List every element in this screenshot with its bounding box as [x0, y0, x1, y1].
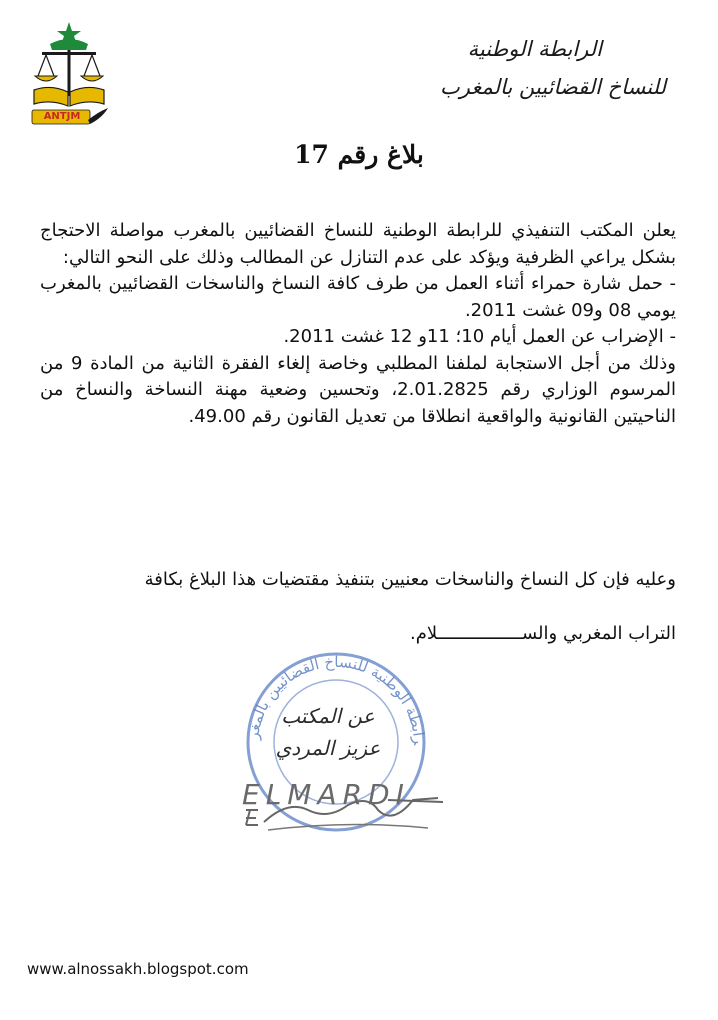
- demands-paragraph: وذلك من أجل الاستجابة لملفنا المطلبي وخاصة إلغاء الفقرة الثانية من المادة 9 من المرسوم الوزاري رقم 2.01.2825، وتحسين وضعية مهنة النساخة والنساخ من الناحيتين القانونية والواقعية انطلاقا من تعديل القانون رقم 49.00.: [40, 352, 676, 427]
- intro-paragraph: يعلن المكتب التنفيذي للرابطة الوطنية للنساخ القضائيين بالمغرب مواصلة الاحتجاج بشكل يراعي الظرفية ويؤكد على عدم التنازل عن المطالب وذلك على النحو التالي:: [40, 220, 676, 268]
- stamp-arc-text: رابطة الوطنية للنساخ القضائيين بالمغر: [244, 652, 429, 746]
- communique-body: [40, 218, 676, 430]
- closing-line-1: وعليه فإن كل النساخ والناسخات معنيين بتنفيذ مقتضيات هذا البلاغ بكافة: [144, 569, 676, 590]
- action-item-red-badge: - حمل شارة حمراء أثناء العمل من طرف كافة النساخ والناسخات القضائيين بالمغرب يومي 08 و09 غشت 2011.: [40, 273, 676, 321]
- organization-name-line1: الرابطة الوطنية: [467, 37, 602, 61]
- organization-logo: [28, 20, 110, 130]
- handwritten-signature: ELMARDI: [242, 778, 410, 811]
- svg-text:الرابطة الوطنية للنساخ القضائي: [228, 650, 428, 746]
- official-stamp-signature: [228, 650, 458, 840]
- closing-section: [40, 553, 676, 661]
- signature-office-label: عن المكتب: [281, 704, 375, 728]
- communique-title: بلاغ رقم 17: [294, 140, 424, 169]
- closing-line-2: التراب المغربي والســــــــــــــــلام.: [410, 623, 676, 644]
- organization-name-line2: للنساخ القضائيين بالمغرب: [440, 75, 666, 99]
- signature-name: عزيز المردي: [275, 736, 381, 760]
- footer-website-link[interactable]: www.alnossakh.blogspot.com: [27, 960, 249, 978]
- logo-emblem-text: ANTJM: [43, 111, 81, 122]
- action-item-strike: - الإضراب عن العمل أيام 10؛ 11و 12 غشت 2011.: [283, 326, 676, 347]
- organization-header: [246, 30, 666, 106]
